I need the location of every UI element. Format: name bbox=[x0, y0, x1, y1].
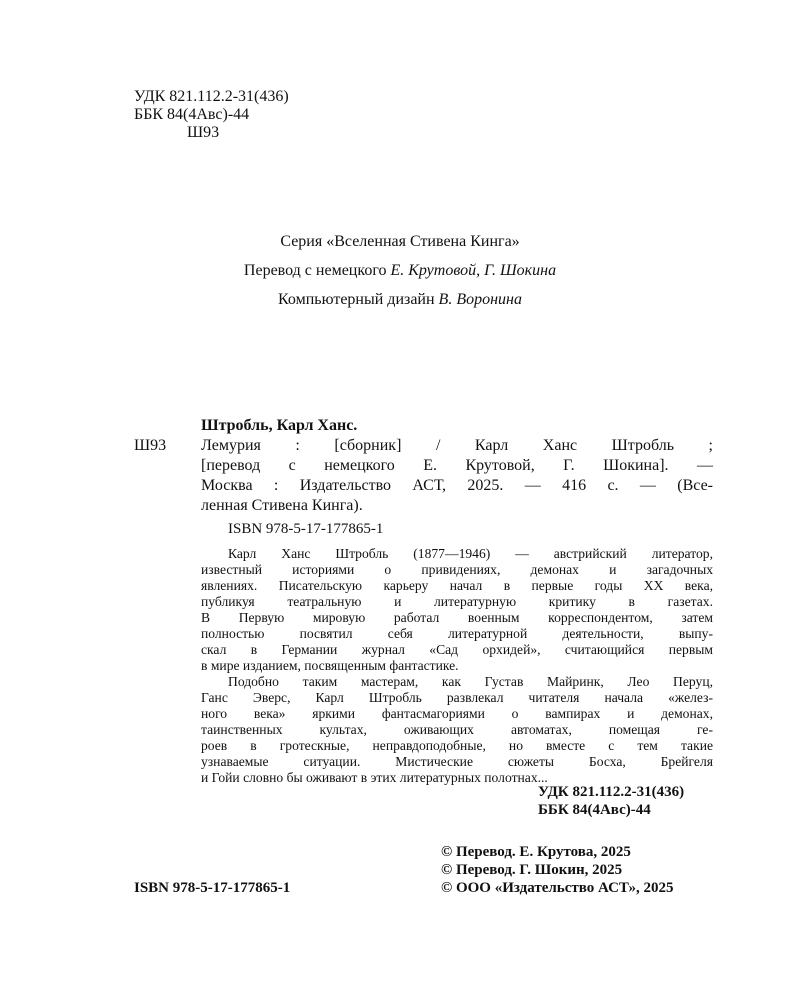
annotation-line: известный историями о привидениях, демонах и загадочных bbox=[201, 562, 713, 577]
catalog-entry-line: Москва : Издательство АСТ, 2025. — 416 с. — (Все- bbox=[201, 477, 713, 494]
design-credit bbox=[0, 291, 800, 309]
annotation-line: в мире изданием, посвященным фантастике. bbox=[201, 658, 459, 673]
udk-code-top: УДК 821.112.2-31(436) bbox=[134, 88, 289, 105]
annotation-line: В Первую мировую работал военным корреспондентом, затем bbox=[201, 610, 713, 625]
isbn-footer: ISBN 978-5-17-177865-1 bbox=[134, 880, 291, 896]
udk-code-catalog: УДК 821.112.2-31(436) bbox=[538, 784, 685, 800]
designer: В. Воронина bbox=[438, 291, 522, 308]
annotation-line: узнаваемые ситуации. Мистические сюжеты Босха, Брейгеля bbox=[201, 754, 713, 769]
series-line: Серия «Вселенная Стивена Кинга» bbox=[280, 233, 520, 250]
copyright-line: © Перевод. Е. Крутова, 2025 bbox=[441, 844, 631, 860]
bbk-code-catalog: ББК 84(4Авс)-44 bbox=[538, 802, 651, 818]
copyright-line: © Перевод. Г. Шокин, 2025 bbox=[441, 862, 623, 878]
author-mark-top: Ш93 bbox=[187, 124, 220, 141]
annotation-line: и Гойи словно бы оживают в этих литературных полотнах... bbox=[201, 770, 548, 785]
annotation-line: полностью посвятил себя литературной деятельности, выпу- bbox=[201, 626, 713, 641]
annotation-line: роев в гротескные, неправдоподобные, но вместе с тем такие bbox=[201, 738, 713, 753]
catalog-entry-line: [перевод с немецкого Е. Крутовой, Г. Шокина]. — bbox=[201, 457, 713, 474]
annotation-line: публикуя театральную и литературную критику в газетах. bbox=[201, 594, 713, 609]
bbk-code-top: ББК 84(4Авс)-44 bbox=[134, 106, 250, 123]
annotation-line: Подобно таким мастерам, как Густав Майринк, Лео Перуц, bbox=[228, 674, 713, 689]
translation-credit bbox=[0, 262, 800, 280]
annotation-line: Ганс Эверс, Карл Штробль развлекал читателя начала «желез- bbox=[201, 690, 713, 705]
annotation-line: скал в Германии журнал «Сад орхидей», считающийся первым bbox=[201, 642, 713, 657]
copyright-line: © ООО «Издательство АСТ», 2025 bbox=[441, 880, 674, 896]
catalog-entry-line: Лемурия : [сборник] / Карл Ханс Штробль ; bbox=[201, 437, 713, 454]
annotation-line: таинственных культах, оживающих автоматах, помещая ге- bbox=[201, 722, 713, 737]
annotation-line: Карл Ханс Штробль (1877—1946) — австрийский литератор, bbox=[228, 546, 713, 561]
author-mark: Ш93 bbox=[134, 437, 167, 454]
translation-prefix: Перевод с немецкого bbox=[243, 262, 391, 279]
design-prefix: Компьютерный дизайн bbox=[278, 291, 439, 308]
author-heading: Штробль, Карл Ханс. bbox=[201, 417, 358, 434]
annotation-line: явлениях. Писательскую карьеру начал в первые годы XX века, bbox=[201, 578, 713, 593]
annotation-line: ного века» яркими фантасмагориями о вампирах и демонах, bbox=[201, 706, 713, 721]
isbn-catalog: ISBN 978-5-17-177865-1 bbox=[228, 521, 384, 537]
translators: Е. Крутовой, Г. Шокина bbox=[390, 262, 557, 279]
catalog-entry-line: ленная Стивена Кинга). bbox=[201, 497, 363, 514]
